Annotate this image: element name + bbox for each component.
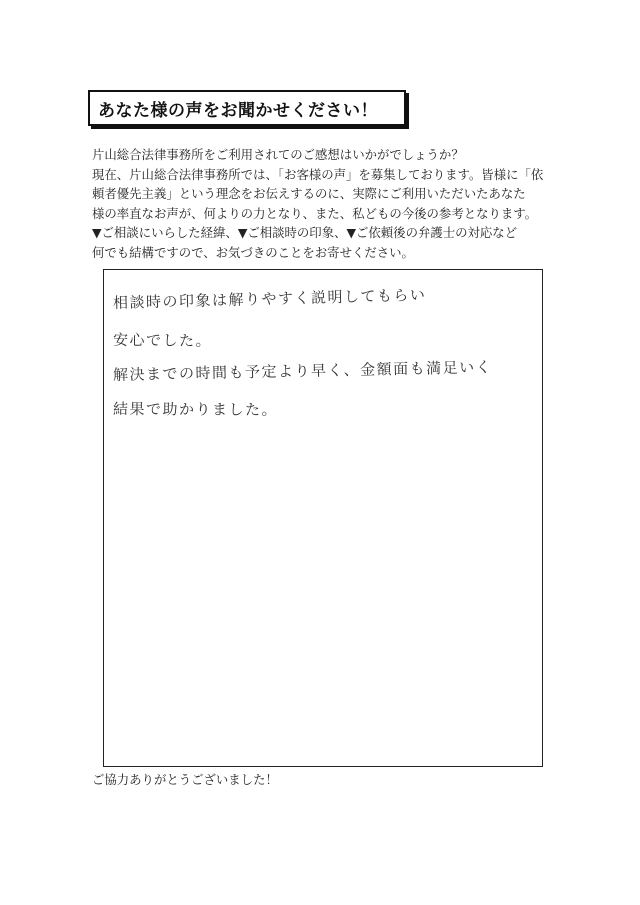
page-title: あなた様の声をお聞かせください！ — [98, 100, 378, 121]
intro-line: 頼者優先主義」という理念をお伝えするのに、実際にご利用いただいたあなた — [92, 186, 526, 202]
intro-line: 様の率直なお声が、何よりの力となり、また、私どもの今後の参考となります。 — [92, 205, 538, 221]
intro-line: 現在、片山総合法律事務所では、「お客様の声」を募集しております。皆様に「依 — [92, 166, 544, 182]
handwritten-line: 結果で助かりました。 — [112, 400, 279, 419]
closing-message: ご協力ありがとうございました！ — [92, 772, 278, 787]
intro-line: 何でも結構ですので、お気づきのことをお寄せください。 — [92, 244, 414, 260]
handwritten-line: 安心でした。 — [112, 331, 213, 350]
handwritten-line: 相談時の印象は解りやすく説明してもらい — [112, 285, 427, 312]
handwritten-line: 解決までの時間も予定より早く、金額面も満足いく — [112, 358, 493, 384]
intro-line: 片山総合法律事務所をご利用されてのご感想はいかがでしょうか？ — [92, 147, 464, 162]
intro-paragraph — [92, 145, 562, 263]
title-box — [88, 90, 406, 126]
intro-line: ▼ご相談にいらした経緯、▼ご相談時の印象、▼ご依頼後の弁護士の対応など — [92, 225, 518, 241]
